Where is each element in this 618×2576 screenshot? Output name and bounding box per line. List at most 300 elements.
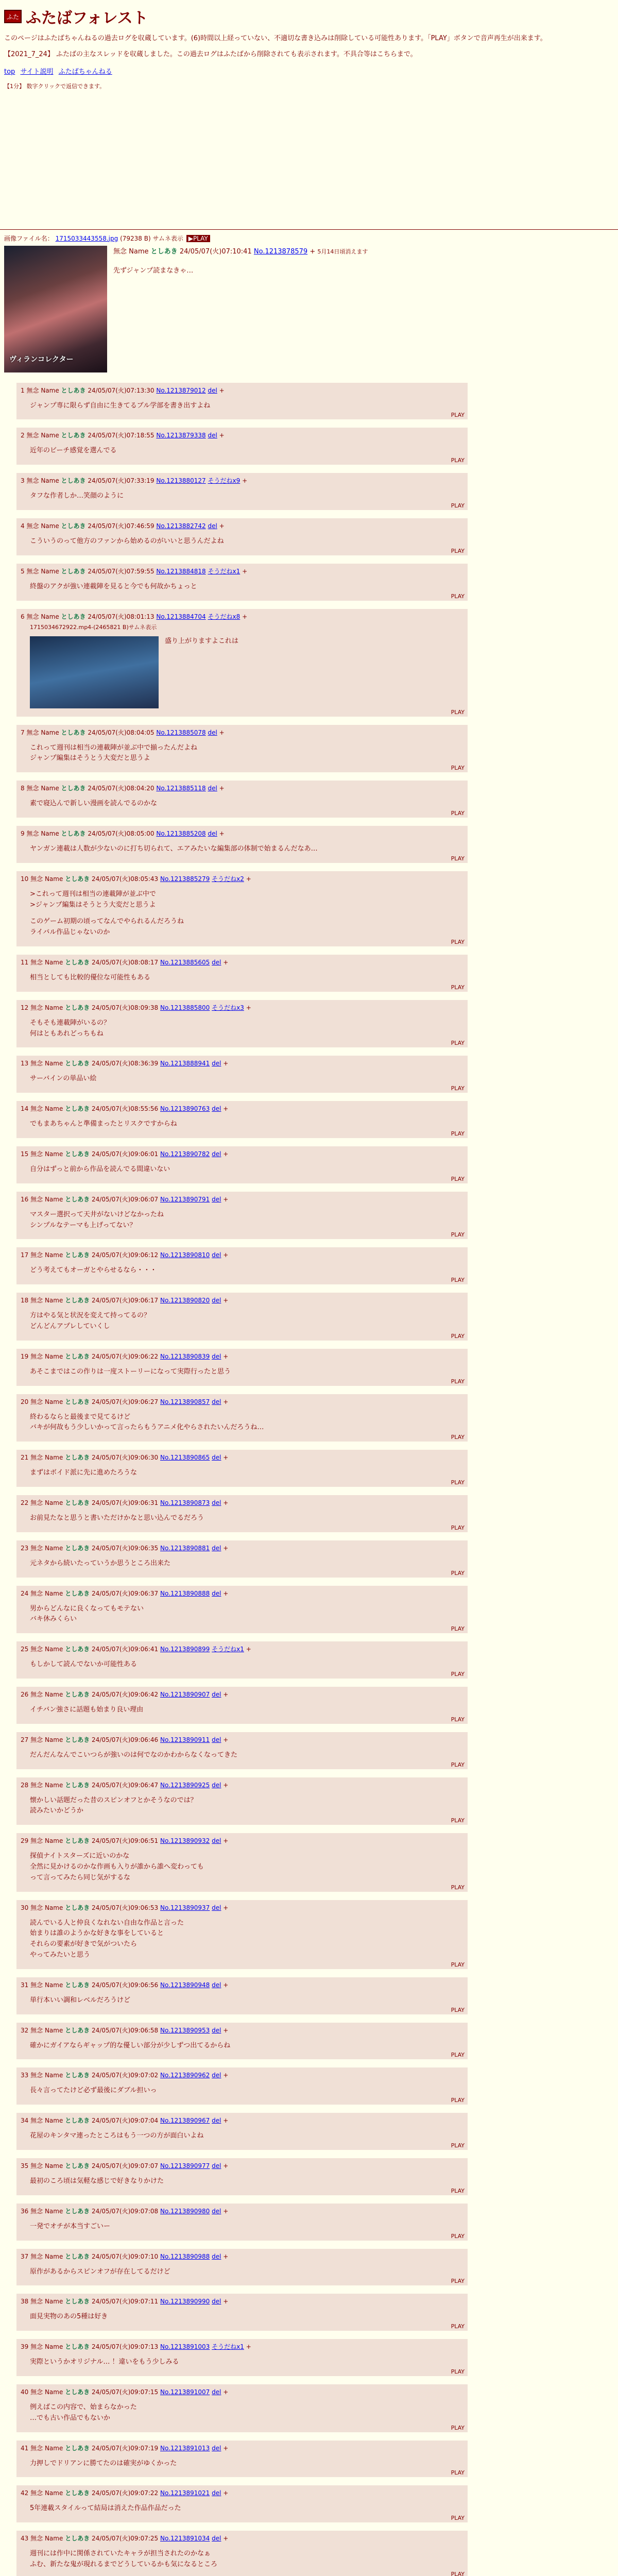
reply-sod[interactable]: del: [212, 2444, 221, 2452]
reply-sod[interactable]: そうだねx3: [212, 1004, 244, 1011]
reply-index: 41: [21, 2444, 29, 2452]
nav-links: [4, 66, 614, 76]
reply-play-button[interactable]: PLAY: [451, 939, 465, 946]
reply-sod[interactable]: del: [208, 728, 217, 736]
reply-name-label: Name: [41, 785, 59, 792]
reply-number[interactable]: No.1213890873: [160, 1499, 210, 1506]
reply-number[interactable]: No.1213890857: [160, 1398, 210, 1405]
reply-sod[interactable]: del: [212, 1195, 221, 1203]
reply-subject: 無念: [26, 477, 39, 485]
reply-date: 24/05/07(火)09:07:08: [92, 2207, 159, 2215]
reply-index: 20: [21, 1398, 29, 1405]
op-del[interactable]: +: [310, 247, 316, 256]
reply-number[interactable]: No.1213890865: [160, 1454, 210, 1462]
op-file-line: [4, 234, 614, 243]
reply-sod[interactable]: del: [212, 1398, 221, 1405]
reply-sod[interactable]: del: [212, 1150, 221, 1158]
reply-sod[interactable]: del: [212, 959, 221, 967]
op-play-button[interactable]: ▶PLAY: [186, 235, 210, 242]
reply-sod[interactable]: del: [212, 2162, 221, 2170]
reply-del[interactable]: +: [246, 2343, 251, 2351]
reply-name: としあき: [61, 522, 86, 530]
reply-del[interactable]: +: [223, 1352, 229, 1360]
reply-body: 自分はずっと前から作品を読んでる間違いない: [30, 1165, 170, 1174]
reply-del[interactable]: +: [223, 1150, 229, 1158]
reply-number[interactable]: No.1213890881: [160, 1544, 210, 1552]
reply-sod[interactable]: del: [212, 2026, 221, 2034]
reply-post: [16, 2441, 468, 2478]
reply-number[interactable]: No.1213885800: [160, 1004, 210, 1011]
reply-post: [16, 2113, 468, 2150]
reply-del[interactable]: +: [223, 2026, 229, 2034]
reply-number[interactable]: No.1213885118: [156, 785, 206, 792]
reply-play-button[interactable]: PLAY: [451, 547, 465, 554]
reply-number[interactable]: No.1213890763: [160, 1105, 210, 1113]
reply-number[interactable]: No.1213890932: [160, 1837, 210, 1845]
op-file-link[interactable]: 1715033443558.jpg: [55, 234, 118, 242]
reply-play-button[interactable]: PLAY: [451, 1175, 465, 1182]
reply-number[interactable]: No.1213885605: [160, 959, 210, 967]
reply-play-button[interactable]: PLAY: [451, 412, 465, 419]
reply-del[interactable]: +: [223, 1589, 229, 1597]
reply-name: としあき: [65, 1904, 90, 1911]
reply-play-button[interactable]: PLAY: [451, 1761, 465, 1768]
reply-post: [16, 2023, 468, 2060]
op-expire: 5月14日頃消えます: [317, 248, 368, 255]
reply-del[interactable]: +: [242, 613, 248, 620]
reply-sod[interactable]: そうだねx1: [208, 567, 241, 575]
reply-number[interactable]: No.1213891013: [160, 2444, 210, 2452]
reply-play-button[interactable]: PLAY: [451, 2570, 465, 2576]
reply-play-button[interactable]: PLAY: [451, 1961, 465, 1968]
reply-play-button[interactable]: PLAY: [451, 1130, 465, 1138]
reply-del[interactable]: +: [223, 2162, 229, 2170]
reply-body: だんだんなんでこいつらが強いのは何でなのかわからなくなってきた: [30, 1751, 238, 1759]
reply-index: 19: [21, 1352, 29, 1360]
reply-date: 24/05/07(火)08:04:20: [88, 785, 154, 792]
reply-body: サーバインの単品い絵: [30, 1075, 97, 1083]
reply-index: 35: [21, 2162, 29, 2170]
reply-del[interactable]: +: [223, 2444, 229, 2452]
reply-sod[interactable]: del: [208, 830, 217, 838]
reply-play-button[interactable]: PLAY: [451, 1231, 465, 1239]
reply-number[interactable]: No.1213890810: [160, 1251, 210, 1259]
reply-del[interactable]: +: [242, 477, 248, 485]
reply-index: 25: [21, 1646, 29, 1653]
site-header: [4, 5, 614, 28]
reply-number[interactable]: No.1213879338: [156, 432, 206, 439]
reply-date: 24/05/07(火)07:46:59: [88, 522, 154, 530]
reply-sod[interactable]: del: [212, 2117, 221, 2125]
reply-sod[interactable]: del: [212, 1981, 221, 1989]
reply-post: [16, 1540, 468, 1578]
op-number[interactable]: No.1213878579: [253, 247, 308, 256]
reply-body: 元ネタから続いたっていうか思うところ出来た: [30, 1559, 171, 1567]
reply-date: 24/05/07(火)09:06:41: [92, 1646, 159, 1653]
reply-play-button[interactable]: PLAY: [451, 2424, 465, 2431]
reply-play-button[interactable]: PLAY: [451, 2097, 465, 2104]
reply-index: 4: [21, 522, 25, 530]
reply-play-button[interactable]: PLAY: [451, 1085, 465, 1092]
reply-body: どう考えてもオーガとやらせるなら・・・: [30, 1266, 157, 1275]
reply-name-label: Name: [44, 1195, 63, 1203]
reply-sod[interactable]: そうだねx2: [212, 875, 244, 883]
reply-name-label: Name: [44, 1105, 63, 1113]
reply-number[interactable]: No.1213890990: [160, 2298, 210, 2306]
reply-name-label: Name: [44, 1060, 63, 1067]
reply-del[interactable]: +: [246, 1004, 251, 1011]
reply-del[interactable]: +: [219, 522, 225, 530]
reply-index: 37: [21, 2252, 29, 2260]
reply-sod[interactable]: そうだねx9: [208, 477, 241, 485]
reply-del[interactable]: +: [223, 2535, 229, 2543]
reply-play-button[interactable]: PLAY: [451, 1884, 465, 1891]
reply-subject: 無念: [26, 386, 39, 394]
reply-subject: 無念: [30, 2162, 43, 2170]
reply-play-button[interactable]: PLAY: [451, 457, 465, 464]
reply-sod[interactable]: del: [212, 1060, 221, 1067]
reply-play-button[interactable]: PLAY: [451, 2469, 465, 2477]
reply-sod[interactable]: del: [212, 2535, 221, 2543]
reply-number[interactable]: No.1213890907: [160, 1690, 210, 1698]
reply-del[interactable]: +: [223, 2252, 229, 2260]
reply-number[interactable]: No.1213890953: [160, 2026, 210, 2034]
reply-play-button[interactable]: PLAY: [451, 1040, 465, 1047]
reply-play-button[interactable]: PLAY: [451, 1434, 465, 1441]
reply-number[interactable]: No.1213882742: [156, 522, 206, 530]
reply-sod[interactable]: del: [212, 1736, 221, 1743]
reply-name: としあき: [61, 432, 86, 439]
reply-play-button[interactable]: PLAY: [451, 2515, 465, 2522]
reply-number[interactable]: No.1213891021: [160, 2489, 210, 2497]
reply-name-label: Name: [44, 875, 63, 883]
reply-post: [16, 1146, 468, 1183]
reply-del[interactable]: +: [223, 1297, 229, 1304]
site-logo[interactable]: ふた: [4, 10, 22, 23]
reply-play-button[interactable]: PLAY: [451, 810, 465, 817]
reply-del[interactable]: +: [223, 2298, 229, 2306]
reply-hint: 【1分】 数字クリックで返信できます。: [4, 82, 106, 90]
reply-body: 力押しでドリアンに勝てたのは確実がゆくかった: [30, 2459, 177, 2467]
reply-name: としあき: [65, 1150, 90, 1158]
reply-name: としあき: [61, 567, 86, 575]
reply-play-button[interactable]: PLAY: [451, 1277, 465, 1284]
reply-play-button[interactable]: PLAY: [451, 1378, 465, 1385]
reply-name-label: Name: [44, 2117, 63, 2125]
reply-name: としあき: [61, 386, 86, 394]
reply-number[interactable]: No.1213888941: [160, 1060, 210, 1067]
reply-number[interactable]: No.1213879012: [156, 386, 206, 394]
reply-index: 6: [21, 613, 25, 620]
reply-number[interactable]: No.1213890820: [160, 1297, 210, 1304]
reply-body: 終盤のアクが強い連載陣を見ると今でも何故かちょっと: [30, 582, 197, 590]
reply-sod[interactable]: del: [212, 2252, 221, 2260]
reply-date: 24/05/07(火)09:06:47: [92, 1781, 159, 1789]
reply-number[interactable]: No.1213885279: [160, 875, 210, 883]
reply-body: 単行本いい調和レベルだろうけど: [30, 1996, 131, 2004]
reply-play-button[interactable]: PLAY: [451, 592, 465, 600]
reply-number[interactable]: No.1213890899: [160, 1646, 210, 1653]
reply-number[interactable]: No.1213880127: [156, 477, 206, 485]
reply-del[interactable]: +: [223, 1251, 229, 1259]
reply-play-button[interactable]: PLAY: [451, 1524, 465, 1531]
reply-name: としあき: [65, 2535, 90, 2543]
reply-number[interactable]: No.1213890888: [160, 1589, 210, 1597]
reply-name: としあき: [61, 785, 86, 792]
reply-del[interactable]: +: [219, 830, 225, 838]
reply-sod[interactable]: del: [212, 1904, 221, 1911]
reply-play-button[interactable]: PLAY: [451, 2052, 465, 2059]
reply-sod[interactable]: del: [212, 1251, 221, 1259]
reply-play-button[interactable]: PLAY: [451, 1670, 465, 1677]
notice-paragraph-1: このページはふたばちゃんねるの過去ログを収蔵しています。(6)時間以上経っていない、不適切な書き込みは削除している可能性あります。「PLAY」ボタンで音声再生が出来ます。: [4, 35, 547, 42]
reply-del[interactable]: +: [223, 1981, 229, 1989]
reply-del[interactable]: +: [223, 959, 229, 967]
reply-del[interactable]: +: [219, 386, 225, 394]
reply-body: 素で寝込んで新しい漫画を読んでるのかな: [30, 800, 158, 808]
reply-subject: 無念: [30, 1781, 43, 1789]
reply-name-label: Name: [41, 386, 59, 394]
reply-date: 24/05/07(火)09:06:17: [92, 1297, 159, 1304]
reply-post: [16, 1056, 468, 1093]
reply-sod[interactable]: del: [208, 785, 217, 792]
reply-name: としあき: [65, 2489, 90, 2497]
reply-post: [16, 2067, 468, 2105]
ad-space: [4, 95, 614, 229]
reply-number[interactable]: No.1213890962: [160, 2072, 210, 2079]
reply-name: としあき: [65, 1251, 90, 1259]
reply-post: [16, 1101, 468, 1138]
reply-name: としあき: [65, 2252, 90, 2260]
op-meta: [113, 246, 368, 372]
reply-date: 24/05/07(火)08:36:39: [92, 1060, 159, 1067]
reply-number[interactable]: No.1213884704: [156, 613, 206, 620]
reply-play-button[interactable]: PLAY: [451, 2278, 465, 2285]
reply-sod[interactable]: そうだねx1: [212, 2343, 244, 2351]
reply-date: 24/05/07(火)09:07:13: [92, 2343, 159, 2351]
reply-number[interactable]: No.1213890977: [160, 2162, 210, 2170]
reply-sod[interactable]: そうだねx8: [208, 613, 241, 620]
op-file-size: (79238 B): [120, 234, 151, 242]
reply-sod[interactable]: del: [208, 432, 217, 439]
reply-index: 7: [21, 728, 25, 736]
reply-sod[interactable]: del: [212, 1352, 221, 1360]
reply-name: としあき: [65, 1499, 90, 1506]
reply-index: 10: [21, 875, 29, 883]
reply-number[interactable]: No.1213890967: [160, 2117, 210, 2125]
reply-body: もしかして読んでないか可能性ある: [30, 1660, 138, 1669]
reply-number[interactable]: No.1213890791: [160, 1195, 210, 1203]
reply-number[interactable]: No.1213885208: [156, 830, 206, 838]
reply-number[interactable]: No.1213885078: [156, 728, 206, 736]
reply-subject: 無念: [26, 785, 39, 792]
reply-subject: 無念: [30, 2298, 43, 2306]
reply-post: [16, 2158, 468, 2195]
reply-del[interactable]: +: [246, 1646, 251, 1653]
reply-del[interactable]: +: [223, 1904, 229, 1911]
reply-del[interactable]: +: [223, 1454, 229, 1462]
reply-number[interactable]: No.1213890782: [160, 1150, 210, 1158]
reply-play-button[interactable]: PLAY: [451, 1332, 465, 1340]
reply-index: 11: [21, 959, 29, 967]
reply-del[interactable]: +: [223, 1544, 229, 1552]
reply-del[interactable]: +: [223, 1195, 229, 1203]
reply-sod[interactable]: del: [212, 1837, 221, 1845]
reply-del[interactable]: +: [223, 1781, 229, 1789]
reply-file-link[interactable]: 1715034672922.mp4-(2465821 B)サムネ表示: [30, 623, 157, 631]
reply-post: [16, 2485, 468, 2522]
reply-number[interactable]: No.1213890925: [160, 1781, 210, 1789]
reply-body: 男からどんなに良くなってもモテない バキ休みくらい: [30, 1604, 144, 1623]
reply-play-button[interactable]: PLAY: [451, 984, 465, 991]
reply-number[interactable]: No.1213890937: [160, 1904, 210, 1911]
reply-sod[interactable]: del: [208, 522, 217, 530]
reply-play-button[interactable]: PLAY: [451, 2142, 465, 2149]
reply-date: 24/05/07(火)08:08:17: [92, 959, 159, 967]
reply-del[interactable]: +: [223, 1060, 229, 1067]
reply-play-button[interactable]: PLAY: [451, 1817, 465, 1824]
reply-number[interactable]: No.1213884818: [156, 567, 206, 575]
reply-play-button[interactable]: PLAY: [451, 2232, 465, 2240]
reply-del[interactable]: +: [223, 1837, 229, 1845]
reply-del[interactable]: +: [219, 728, 225, 736]
reply-sod[interactable]: そうだねx1: [212, 1646, 244, 1653]
reply-body: あそこまではこの作りは一度ストーリーになって実際行ったと思う: [30, 1367, 231, 1376]
reply-date: 24/05/07(火)07:59:55: [88, 567, 154, 575]
reply-number[interactable]: No.1213890948: [160, 1981, 210, 1989]
reply-sod[interactable]: del: [212, 2388, 221, 2396]
reply-number[interactable]: No.1213890980: [160, 2207, 210, 2215]
reply-post: [16, 1777, 468, 1825]
reply-name-label: Name: [44, 1150, 63, 1158]
reply-name: としあき: [61, 477, 86, 485]
reply-del[interactable]: +: [223, 1499, 229, 1506]
reply-play-button[interactable]: PLAY: [451, 2187, 465, 2194]
reply-number[interactable]: No.1213890839: [160, 1352, 210, 1360]
reply-del[interactable]: +: [246, 875, 251, 883]
reply-play-button[interactable]: PLAY: [451, 2323, 465, 2330]
reply-play-button[interactable]: PLAY: [451, 855, 465, 862]
reply-del[interactable]: +: [219, 785, 225, 792]
link-futaba[interactable]: ふたばちゃんねる: [58, 67, 112, 76]
reply-name-label: Name: [44, 1589, 63, 1597]
reply-sod[interactable]: del: [212, 1105, 221, 1113]
reply-play-button[interactable]: PLAY: [451, 502, 465, 510]
page: [0, 0, 618, 229]
reply-body: 一発でオチが本当すごいー: [30, 2222, 111, 2230]
reply-post: [16, 2294, 468, 2331]
op-post: [0, 230, 618, 379]
reply-sod[interactable]: del: [208, 386, 217, 394]
reply-number[interactable]: No.1213890911: [160, 1736, 210, 1743]
reply-play-button[interactable]: PLAY: [451, 1625, 465, 1633]
reply-name-label: Name: [41, 728, 59, 736]
reply-date: 24/05/07(火)09:06:22: [92, 1352, 159, 1360]
reply-name-label: Name: [44, 1454, 63, 1462]
reply-index: 28: [21, 1781, 29, 1789]
link-top[interactable]: top: [4, 67, 15, 76]
reply-date: 24/05/07(火)09:07:02: [92, 2072, 159, 2079]
reply-name-label: Name: [41, 830, 59, 838]
reply-number[interactable]: No.1213891007: [160, 2388, 210, 2396]
op-thumbnail[interactable]: [4, 246, 107, 372]
reply-del[interactable]: +: [223, 2117, 229, 2125]
reply-post: [16, 1732, 468, 1769]
reply-sod[interactable]: del: [212, 2298, 221, 2306]
reply-name-label: Name: [44, 1544, 63, 1552]
reply-name-label: Name: [44, 1781, 63, 1789]
reply-subject: 無念: [30, 1837, 43, 1845]
reply-sod[interactable]: del: [212, 1589, 221, 1597]
reply-index: 38: [21, 2298, 29, 2306]
reply-name-label: Name: [44, 2343, 63, 2351]
reply-index: 1: [21, 386, 25, 394]
reply-del[interactable]: +: [223, 2489, 229, 2497]
reply-date: 24/05/07(火)07:18:55: [88, 432, 154, 439]
reply-name: としあき: [65, 1589, 90, 1597]
reply-post: [16, 2531, 468, 2576]
reply-play-button[interactable]: PLAY: [451, 1479, 465, 1486]
reply-name-label: Name: [41, 432, 59, 439]
reply-sod[interactable]: del: [212, 1690, 221, 1698]
reply-sod[interactable]: del: [212, 1781, 221, 1789]
reply-index: 14: [21, 1105, 29, 1113]
reply-index: 8: [21, 785, 25, 792]
reply-del[interactable]: +: [223, 2207, 229, 2215]
reply-date: 24/05/07(火)09:07:10: [92, 2252, 159, 2260]
reply-del[interactable]: +: [223, 2072, 229, 2079]
reply-body: このゲーム初期の頃ってなんでやられるんだろうね ライバル作品じゃないのか: [30, 918, 184, 937]
reply-play-button[interactable]: PLAY: [451, 1716, 465, 1723]
reply-del[interactable]: +: [223, 1398, 229, 1405]
reply-del[interactable]: +: [219, 432, 225, 439]
reply-sod[interactable]: del: [212, 2207, 221, 2215]
reply-sod[interactable]: del: [212, 2072, 221, 2079]
reply-play-button[interactable]: PLAY: [451, 765, 465, 772]
reply-index: 9: [21, 830, 25, 838]
reply-sod[interactable]: del: [212, 1544, 221, 1552]
reply-number[interactable]: No.1213890988: [160, 2252, 210, 2260]
reply-del[interactable]: +: [223, 1105, 229, 1113]
reply-sod[interactable]: del: [212, 1297, 221, 1304]
reply-subject: 無念: [26, 728, 39, 736]
reply-del[interactable]: +: [242, 567, 248, 575]
reply-subject: 無念: [30, 2535, 43, 2543]
reply-subject: 無念: [30, 2252, 43, 2260]
reply-del[interactable]: +: [223, 1690, 229, 1698]
reply-index: 21: [21, 1454, 29, 1462]
reply-date: 24/05/07(火)08:09:38: [92, 1004, 159, 1011]
reply-video-thumbnail[interactable]: [30, 636, 159, 708]
reply-del[interactable]: +: [223, 1736, 229, 1743]
reply-sod[interactable]: del: [212, 1454, 221, 1462]
reply-name: としあき: [65, 1004, 90, 1011]
reply-play-button[interactable]: PLAY: [451, 2006, 465, 2013]
reply-play-button[interactable]: PLAY: [451, 1569, 465, 1577]
reply-sod[interactable]: del: [212, 2489, 221, 2497]
reply-del[interactable]: +: [223, 2388, 229, 2396]
reply-sod[interactable]: del: [212, 1499, 221, 1506]
reply-number[interactable]: No.1213891034: [160, 2535, 210, 2543]
reply-name-label: Name: [44, 2162, 63, 2170]
reply-post: [16, 955, 468, 992]
link-site-info[interactable]: サイト説明: [20, 67, 54, 76]
reply-play-button[interactable]: PLAY: [451, 2368, 465, 2375]
reply-number[interactable]: No.1213891003: [160, 2343, 210, 2351]
reply-name: としあき: [65, 2343, 90, 2351]
reply-post: [16, 428, 468, 465]
reply-play-button[interactable]: PLAY: [451, 708, 465, 716]
